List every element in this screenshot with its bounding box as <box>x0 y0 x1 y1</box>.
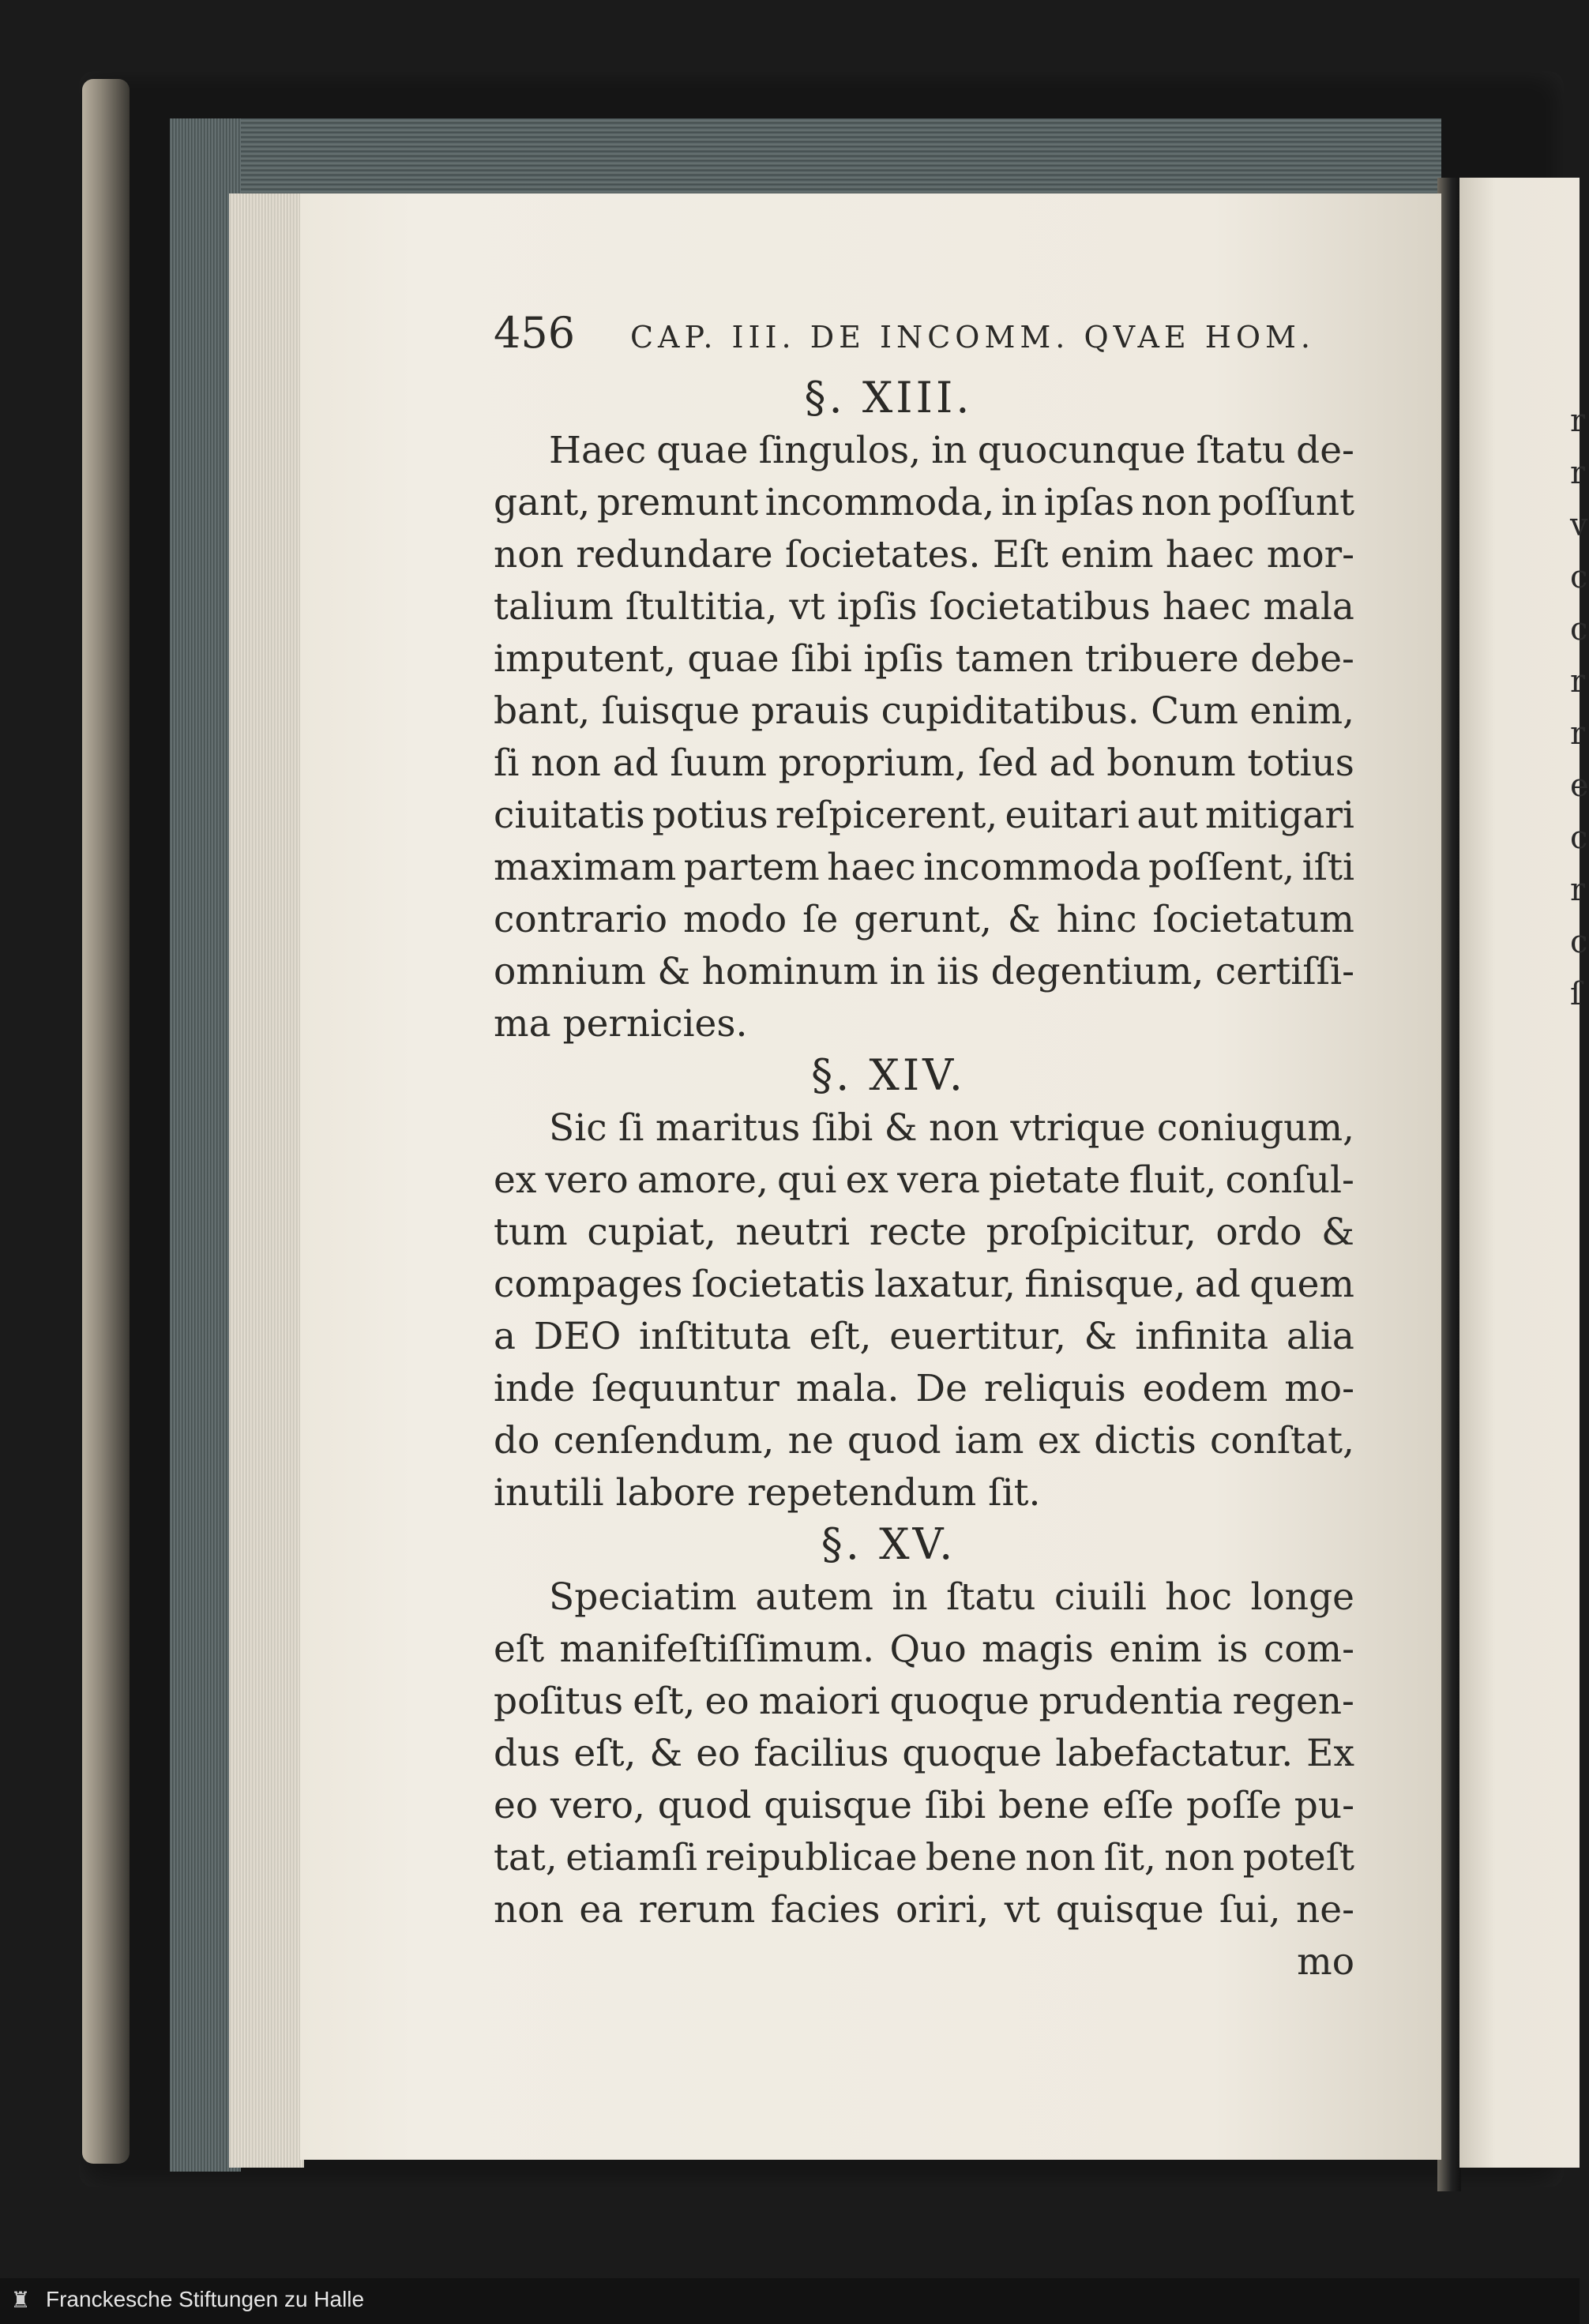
text-line: ex vero amore, qui ex vera pietate fluit, conſul- <box>494 1158 1354 1202</box>
right-page-fragment: c <box>1570 924 1588 960</box>
text-line: ciuitatis potius reſpicerent, euitari aut mitigari <box>494 794 1354 837</box>
text-line: dus eſt, & eo facilius quoque labefactatur. Ex <box>494 1732 1354 1775</box>
right-page <box>1459 178 1589 2168</box>
text-line: talium ſtultitia, vt ipſis ſocietatibus haec mala <box>494 585 1354 629</box>
right-page-fragment: c <box>1570 611 1588 648</box>
right-page-fragment: e <box>1570 768 1589 804</box>
text-line: ſi non ad ſuum proprium, ſed ad bonum totius <box>494 742 1354 785</box>
text-line: tat, etiamſi reipublicae bene non ſit, non poteſt <box>494 1836 1354 1879</box>
text-line: contrario modo ſe gerunt, & hinc ſocietatum <box>494 898 1354 941</box>
text-line: omnium & hominum in iis degentium, certiſſi- <box>494 950 1354 993</box>
text-line: imputent, quae ſibi ipſis tamen tribuere debe- <box>494 637 1354 681</box>
right-page-fragment: r <box>1570 715 1586 752</box>
right-page-fragment: ſ <box>1570 976 1582 1012</box>
right-page-fragment: r <box>1570 663 1586 700</box>
right-page-fragment: c <box>1570 559 1588 595</box>
institution-logo-icon: ♜ <box>10 2287 31 2313</box>
right-page-fragment: r <box>1570 403 1586 439</box>
text-line: do cenſendum, ne quod iam ex dictis conſtat, <box>494 1419 1354 1462</box>
right-page-fragment: r <box>1570 872 1586 908</box>
footer-credit: Franckesche Stiftungen zu Halle <box>46 2287 365 2311</box>
text-line: non redundare ſocietates. Eſt enim haec mor- <box>494 533 1354 576</box>
section-heading: §. XIV. <box>811 1050 966 1100</box>
text-line: Haec quae ſingulos, in quocunque ſtatu de- <box>549 429 1354 472</box>
text-line: bant, ſuisque prauis cupiditatibus. Cum enim, <box>494 689 1354 733</box>
text-line: non ea rerum facies oriri, vt quisque ſui, ne- <box>494 1888 1354 1932</box>
right-page-fragment: r <box>1570 455 1586 491</box>
text-line: eſt manifeſtiſſimum. Quo magis enim is com- <box>494 1628 1354 1671</box>
section-heading: §. XIII. <box>804 373 973 422</box>
text-line: poſitus eſt, eo maiori quoque prudentia regen- <box>494 1680 1354 1723</box>
text-line: compages ſocietatis laxatur, finisque, ad quem <box>494 1263 1354 1306</box>
text-line: eo vero, quod quisque ſibi bene eſſe poſſe pu- <box>494 1784 1354 1827</box>
catchword: mo <box>1297 1940 1354 1984</box>
page-header <box>494 308 1315 358</box>
page-number: 456 <box>494 308 576 358</box>
text-line: a DEO inſtituta eſt, euertitur, & infinita alia <box>494 1315 1354 1358</box>
page-edges <box>229 193 304 2168</box>
section-heading: §. XV. <box>821 1519 956 1569</box>
text-line: Speciatim autem in ſtatu ciuili hoc longe <box>549 1575 1354 1619</box>
text-line: inde ſequuntur mala. De reliquis eodem mo- <box>494 1367 1354 1410</box>
cover-board-edge <box>82 79 130 2164</box>
text-line: maximam partem haec incommoda poſſent, iſti <box>494 846 1354 889</box>
text-line: tum cupiat, neutri recte proſpicitur, ordo & <box>494 1211 1354 1254</box>
page-stack-top <box>170 118 1441 193</box>
right-page-fragment: c <box>1570 820 1588 856</box>
text-line: inutili labore repetendum ſit. <box>494 1471 1041 1515</box>
text-line: ma pernicies. <box>494 1002 748 1046</box>
text-line: Sic ſi maritus ſibi & non vtrique coniugum, <box>549 1106 1354 1150</box>
right-page-fragment: v <box>1570 507 1588 543</box>
catchword-line <box>494 1936 1354 1988</box>
running-title: CAP. III. DE INCOMM. QVAE HOM. <box>629 320 1315 355</box>
right-page-fragments <box>1570 395 1589 1816</box>
text-line: gant, premunt incommoda, in ipſas non poſſunt <box>494 481 1354 524</box>
